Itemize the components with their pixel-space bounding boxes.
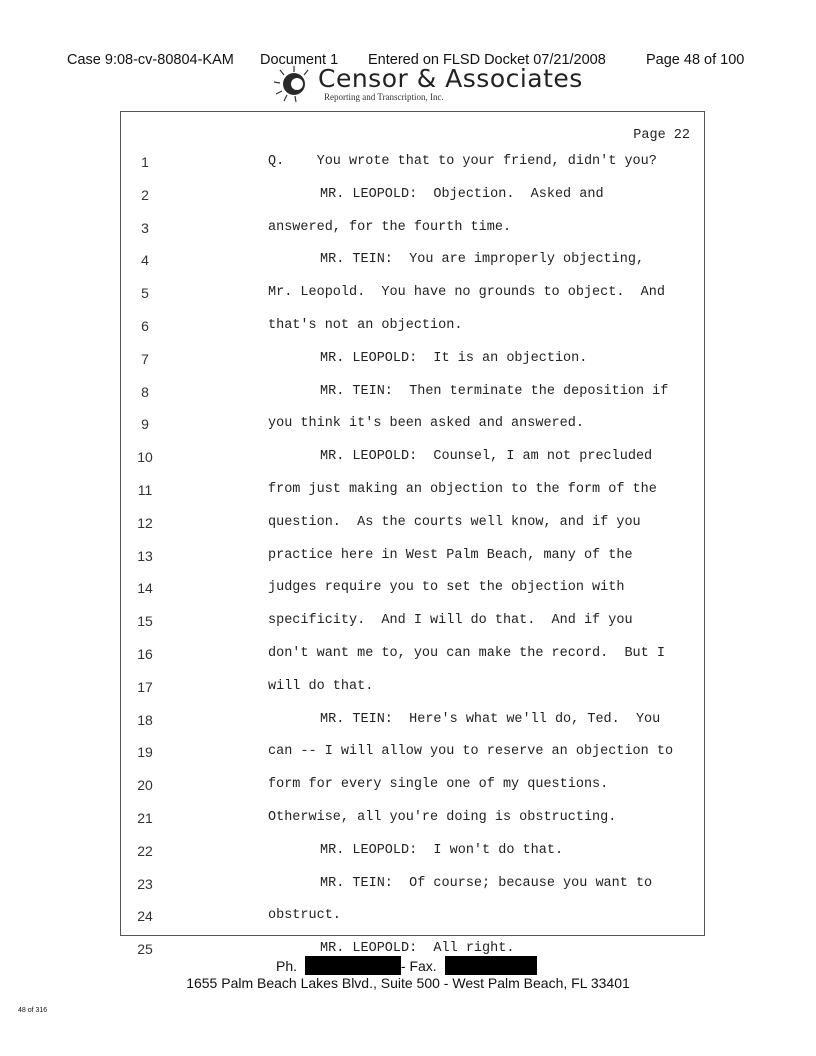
- transcript-line: [120, 613, 705, 646]
- line-text: MR. LEOPOLD: Objection. Asked and: [320, 186, 604, 202]
- line-number: 7: [141, 350, 149, 367]
- line-number: 24: [137, 908, 153, 925]
- line-text: judges require you to set the objection with: [268, 580, 625, 596]
- line-number: 15: [137, 613, 153, 630]
- transcript-body: [120, 154, 705, 974]
- docket-entry-date: Entered on FLSD Docket 07/21/2008: [368, 52, 606, 68]
- line-text: Otherwise, all you're doing is obstructing.: [268, 809, 617, 825]
- transcript-line: [120, 416, 705, 449]
- line-text: MR. LEOPOLD: It is an objection.: [320, 350, 588, 366]
- case-number: Case 9:08-cv-80804-KAM: [67, 52, 234, 68]
- transcript-line: [120, 154, 705, 187]
- transcript-line: [120, 646, 705, 679]
- transcript-line: [120, 515, 705, 548]
- line-number: 20: [137, 777, 153, 794]
- transcript-line: [120, 777, 705, 810]
- transcript-line: [120, 351, 705, 384]
- line-text: specificity. And I will do that. And if you: [268, 613, 633, 629]
- line-text: that's not an objection.: [268, 317, 463, 333]
- line-number: 11: [137, 481, 153, 498]
- transcript-line: [120, 580, 705, 613]
- transcript-line: [120, 810, 705, 843]
- footer-address: 1655 Palm Beach Lakes Blvd., Suite 500 - West Palm Beach, FL 33401: [186, 975, 630, 991]
- line-number: 10: [137, 449, 153, 466]
- line-number: 6: [141, 317, 149, 334]
- transcript-line: [120, 679, 705, 712]
- transcript-line: [120, 220, 705, 253]
- transcript-line: [120, 843, 705, 876]
- line-text: will do that.: [268, 678, 374, 694]
- line-text: you think it's been asked and answered.: [268, 416, 584, 432]
- line-number: 21: [137, 809, 153, 826]
- line-text: from just making an objection to the form of the: [268, 481, 657, 497]
- phone-label: Ph.: [276, 958, 298, 974]
- line-text: answered, for the fourth time.: [268, 219, 512, 235]
- transcript-page-number: Page 22: [633, 128, 690, 143]
- transcript-line: [120, 908, 705, 941]
- company-logo: [272, 64, 583, 108]
- transcript-line: [120, 712, 705, 745]
- line-text: MR. LEOPOLD: All right.: [320, 941, 515, 957]
- transcript-line: [120, 384, 705, 417]
- line-text: MR. LEOPOLD: Counsel, I am not precluded: [320, 449, 653, 465]
- company-name: Censor & Associates: [318, 64, 583, 93]
- transcript-line: [120, 252, 705, 285]
- line-number: 13: [137, 547, 153, 564]
- line-number: 25: [137, 941, 153, 958]
- transcript-line: [120, 187, 705, 220]
- line-text: practice here in West Palm Beach, many of the: [268, 547, 633, 563]
- company-subtitle: Reporting and Transcription, Inc.: [324, 92, 444, 102]
- transcript-line: [120, 449, 705, 482]
- line-number: 14: [137, 580, 153, 597]
- transcript-line: [120, 318, 705, 351]
- line-number: 2: [141, 186, 149, 203]
- line-text: question. As the courts well know, and if you: [268, 514, 641, 530]
- line-number: 4: [141, 252, 149, 269]
- transcript-line: [120, 285, 705, 318]
- line-text: MR. TEIN: Then terminate the deposition if: [320, 383, 669, 399]
- docket-page-number: Page 48 of 100: [646, 52, 745, 68]
- footer-contact: [276, 956, 537, 975]
- line-number: 12: [137, 514, 153, 531]
- line-text: form for every single one of my questions.: [268, 777, 609, 793]
- line-text: MR. LEOPOLD: I won't do that.: [320, 842, 564, 858]
- line-number: 1: [141, 154, 149, 170]
- sun-logo-icon: [272, 64, 316, 104]
- line-text: can -- I will allow you to reserve an objection to: [268, 744, 674, 760]
- line-text: don't want me to, you can make the record. But I: [268, 645, 665, 661]
- line-text: Mr. Leopold. You have no grounds to object. And: [268, 285, 665, 301]
- redacted-phone: [305, 956, 401, 975]
- document-number: Document 1: [260, 52, 339, 68]
- transcript-line: [120, 876, 705, 909]
- redacted-fax: [445, 956, 537, 975]
- line-number: 9: [141, 416, 149, 433]
- line-number: 19: [137, 744, 153, 761]
- fax-label: - Fax.: [400, 958, 437, 974]
- transcript-line: [120, 548, 705, 581]
- line-number: 18: [137, 711, 153, 728]
- line-text: MR. TEIN: You are improperly objecting,: [320, 252, 645, 268]
- line-text: obstruct.: [268, 908, 341, 924]
- total-page-count: 48 of 316: [18, 1007, 48, 1014]
- line-number: 16: [137, 645, 153, 662]
- line-number: 5: [141, 285, 149, 302]
- line-text: Q. You wrote that to your friend, didn't you?: [268, 154, 657, 169]
- line-number: 17: [137, 678, 153, 695]
- line-number: 8: [141, 383, 149, 400]
- transcript-line: [120, 744, 705, 777]
- line-number: 3: [141, 219, 149, 236]
- line-number: 22: [137, 842, 153, 859]
- line-text: MR. TEIN: Of course; because you want to: [320, 875, 653, 891]
- line-number: 23: [137, 875, 153, 892]
- line-text: MR. TEIN: Here's what we'll do, Ted. You: [320, 711, 661, 727]
- transcript-line: [120, 482, 705, 515]
